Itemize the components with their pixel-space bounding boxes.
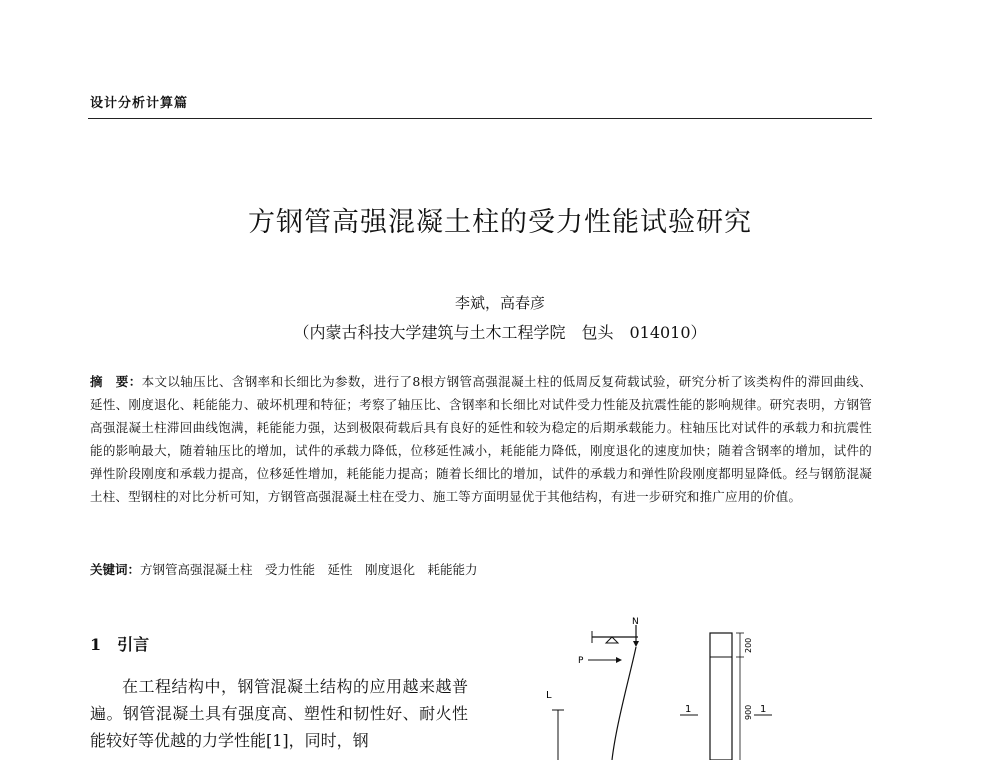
section-mark-left: 1 xyxy=(685,704,692,715)
label-p: P xyxy=(578,656,584,666)
running-header: 设计分析计算篇 xyxy=(90,96,189,111)
label-n: N xyxy=(632,617,639,627)
abstract xyxy=(90,370,872,508)
keywords-label: 关键词： xyxy=(90,562,141,577)
paper-title: 方钢管高强混凝土柱的受力性能试验研究 xyxy=(248,207,752,238)
affiliation: （内蒙古科技大学建筑与土木工程学院 包头 014010） xyxy=(293,323,707,342)
abstract-text: 本文以轴压比、含钢率和长细比为参数，进行了8根方钢管高强混凝土柱的低周反复荷载试验，研究分析了该类构件的滞回曲线、延性、刚度退化、耗能能力、破坏机理和特征；考察了轴压比、含钢率和长细比对试件受力性能及抗震性能的影响规律。研究表明，方钢管高强混凝土柱滞回曲线饱满，耗能能力强，达到极限荷载后具有良好的延性和较为稳定的后期承载能力。柱轴压比对试件的承载力和抗震性能的影响最大，随着轴压比的增加，试件的承载力降低，位移延性减小，耗能能力降低，刚度退化的速度加快；随着含钢率的增加，试件的弹性阶段刚度和承载力提高，位移延性增加，耗能能力提高；随着长细比的增加，试件的承载力和弹性阶段刚度都明显降低。经与钢筋混凝土柱、型钢柱的对比分析可知，方钢管高强混凝土柱在受力、施工等方面明显优于其他结构，有进一步研究和推广应用的价值。 xyxy=(90,374,872,504)
axial-load-arrowhead xyxy=(633,641,639,647)
lateral-load-arrowhead xyxy=(616,657,622,663)
deflected-column-curve xyxy=(612,647,636,760)
support-triangle xyxy=(606,637,618,643)
specimen-loading-figure xyxy=(540,615,800,760)
keywords-text: 方钢管高强混凝土柱 受力性能 延性 刚度退化 耗能能力 xyxy=(140,562,478,577)
keywords xyxy=(90,560,872,578)
authors: 李斌，高春彦 xyxy=(454,294,545,312)
section-mark-right: 1 xyxy=(760,704,767,715)
label-l: L xyxy=(546,690,552,701)
dimension-mid: 900 xyxy=(744,704,753,720)
dimension-top: 200 xyxy=(744,637,753,653)
section-body-text: 在工程结构中，钢管混凝土结构的应用越来越普遍。钢管混凝土具有强度高、塑性和韧性好、耐火性能较好等优越的力学性能[1]，同时，钢 xyxy=(90,677,468,750)
header-rule xyxy=(88,118,872,119)
abstract-label: 摘 要： xyxy=(90,374,142,389)
section-heading-introduction: 1 引言 xyxy=(90,635,150,654)
specimen-elevation xyxy=(710,633,732,760)
